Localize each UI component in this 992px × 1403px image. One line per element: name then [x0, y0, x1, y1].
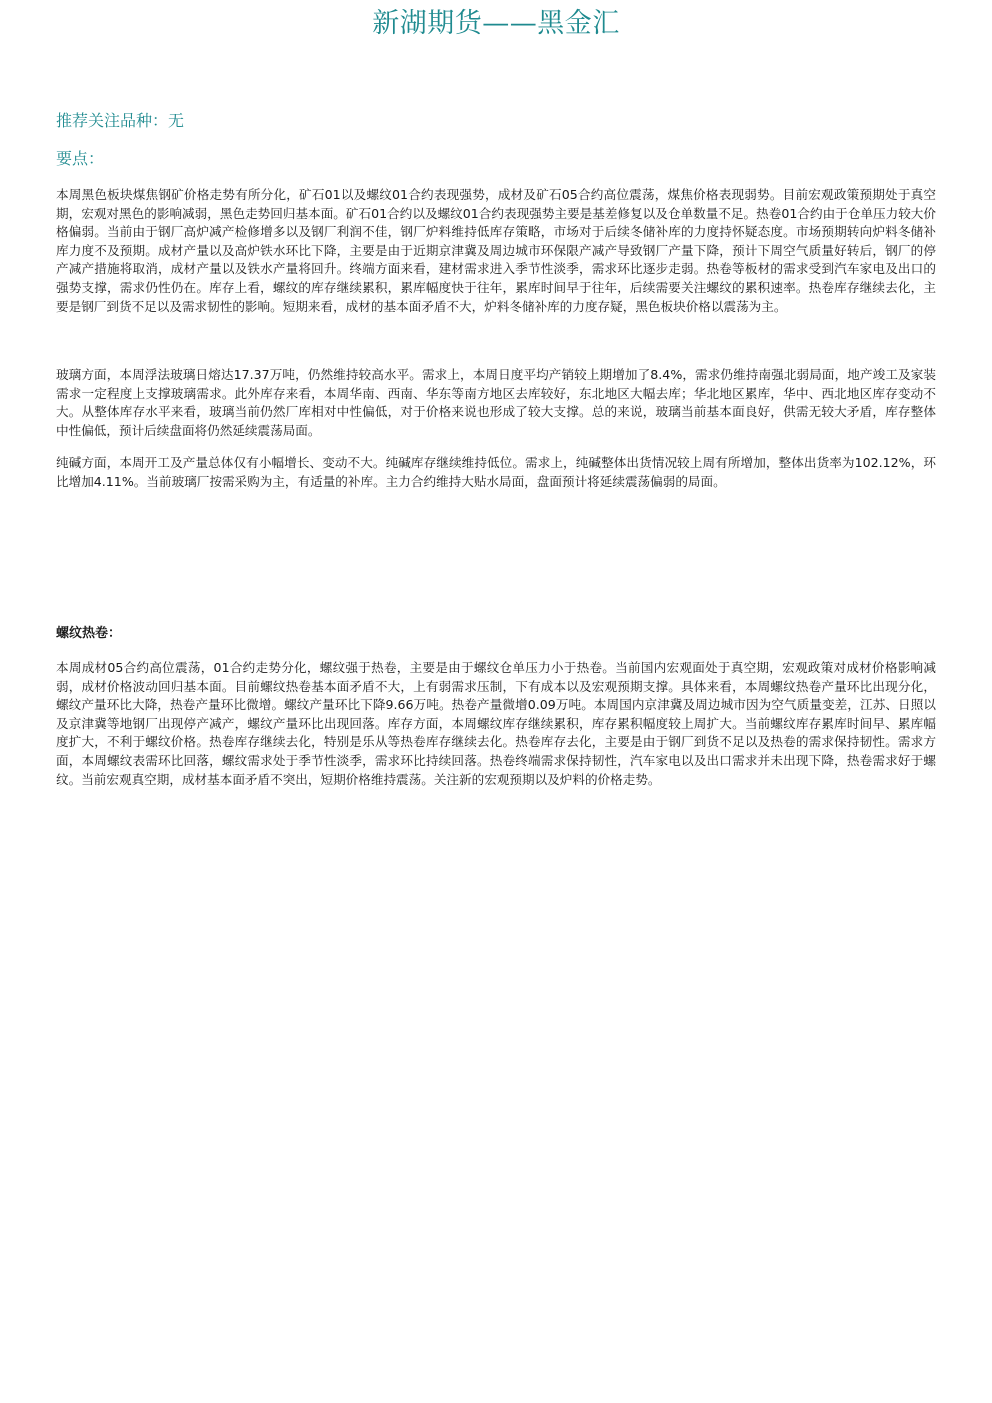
key-points-label: 要点： — [56, 149, 105, 168]
summary-paragraph-soda-ash: 纯碱方面，本周开工及产量总体仅有小幅增长、变动不大。纯碱库存继续维持低位。需求上，纯碱整体出货情况较上周有所增加，整体出货率为102.12%，环比增加4.11%。当前玻璃厂按需采购为主，有适量的补库。主力合约维持大贴水局面，盘面预计将延续震荡偏弱的局面。 — [56, 455, 936, 489]
report-title: 新湖期货——黑金汇 — [372, 8, 620, 39]
recommended-focus-line: 推荐关注品种：无 — [56, 111, 185, 130]
section-heading-rebar-hot-coil: 螺纹热卷： — [56, 626, 122, 641]
rebar-hot-coil-paragraph: 本周成材05合约高位震荡，01合约走势分化，螺纹强于热卷，主要是由于螺纹仓单压力小于热卷。当前国内宏观面处于真空期，宏观政策对成材价格影响减弱，成材价格波动回归基本面。目前螺纹热卷基本面矛盾不大，上有弱需求压制，下有成本以及宏观预期支撑。具体来看，本周螺纹热卷产量环比出现分化，螺纹产量环比大降，热卷产量环比微增。螺纹产量环比下降9.66万吨。热卷产量微增0.09万吨。本周国内京津冀及周边城市因为空气质量变差，江苏、日照以及京津冀等地钢厂出现停产减产，螺纹产量环比出现回落。库存方面，本周螺纹库存继续累积，库存累积幅度较上周扩大。当前螺纹库存累库时间早、累库幅度扩大，不利于螺纹价格。热卷库存继续去化，特别是乐从等热卷库存继续去化。热卷库存去化，主要是由于钢厂到货不足以及热卷的需求保持韧性。需求方面，本周螺纹表需环比回落，螺纹需求处于季节性淡季，需求环比持续回落。热卷终端需求保持韧性，汽车家电以及出口需求并未出现下降，热卷需求好于螺纹。当前宏观真空期，成材基本面矛盾不突出，短期价格维持震荡。关注新的宏观预期以及炉料的价格走势。 — [56, 660, 936, 787]
summary-paragraph-glass: 玻璃方面，本周浮法玻璃日熔达17.37万吨，仍然维持较高水平。需求上，本周日度平均产销较上期增加了8.4%，需求仍维持南强北弱局面，地产竣工及家装需求一定程度上支撑玻璃需求。此外库存来看，本周华南、西南、华东等南方地区去库较好，东北地区大幅去库；华北地区累库，华中、西北地区库存变动不大。从整体库存水平来看，玻璃当前仍然厂库相对中性偏低，对于价格来说也形成了较大支撑。总的来说，玻璃当前基本面良好，供需无较大矛盾，库存整体中性偏低，预计后续盘面将仍然延续震荡局面。 — [56, 367, 936, 438]
summary-paragraph-black-sector: 本周黑色板块煤焦钢矿价格走势有所分化，矿石01以及螺纹01合约表现强势，成材及矿石05合约高位震荡，煤焦价格表现弱势。目前宏观政策预期处于真空期，宏观对黑色的影响减弱，黑色走势回归基本面。矿石01合约以及螺纹01合约表现强势主要是基差修复以及仓单数量不足。热卷01合约由于仓单压力较大价格偏弱。当前由于钢厂高炉减产检修增多以及钢厂利润不佳，钢厂炉料维持低库存策略，市场对于后续冬储补库的力度持怀疑态度。市场预期转向炉料冬储补库力度不及预期。成材产量以及高炉铁水环比下降，主要是由于近期京津冀及周边城市环保限产减产导致钢厂产量下降，预计下周空气质量好转后，钢厂的停产减产措施将取消，成材产量以及铁水产量将回升。终端方面来看，建材需求进入季节性淡季，需求环比逐步走弱。热卷等板材的需求受到汽车家电及出口的强势支撑，需求仍性仍在。库存上看，螺纹的库存继续累积，累库幅度快于往年，累库时间早于往年，后续需要关注螺纹的累积速率。热卷库存继续去化，主要是钢厂到货不足以及需求韧性的影响。短期来看，成材的基本面矛盾不大，炉料冬储补库的力度存疑，黑色板块价格以震荡为主。 — [56, 187, 936, 314]
